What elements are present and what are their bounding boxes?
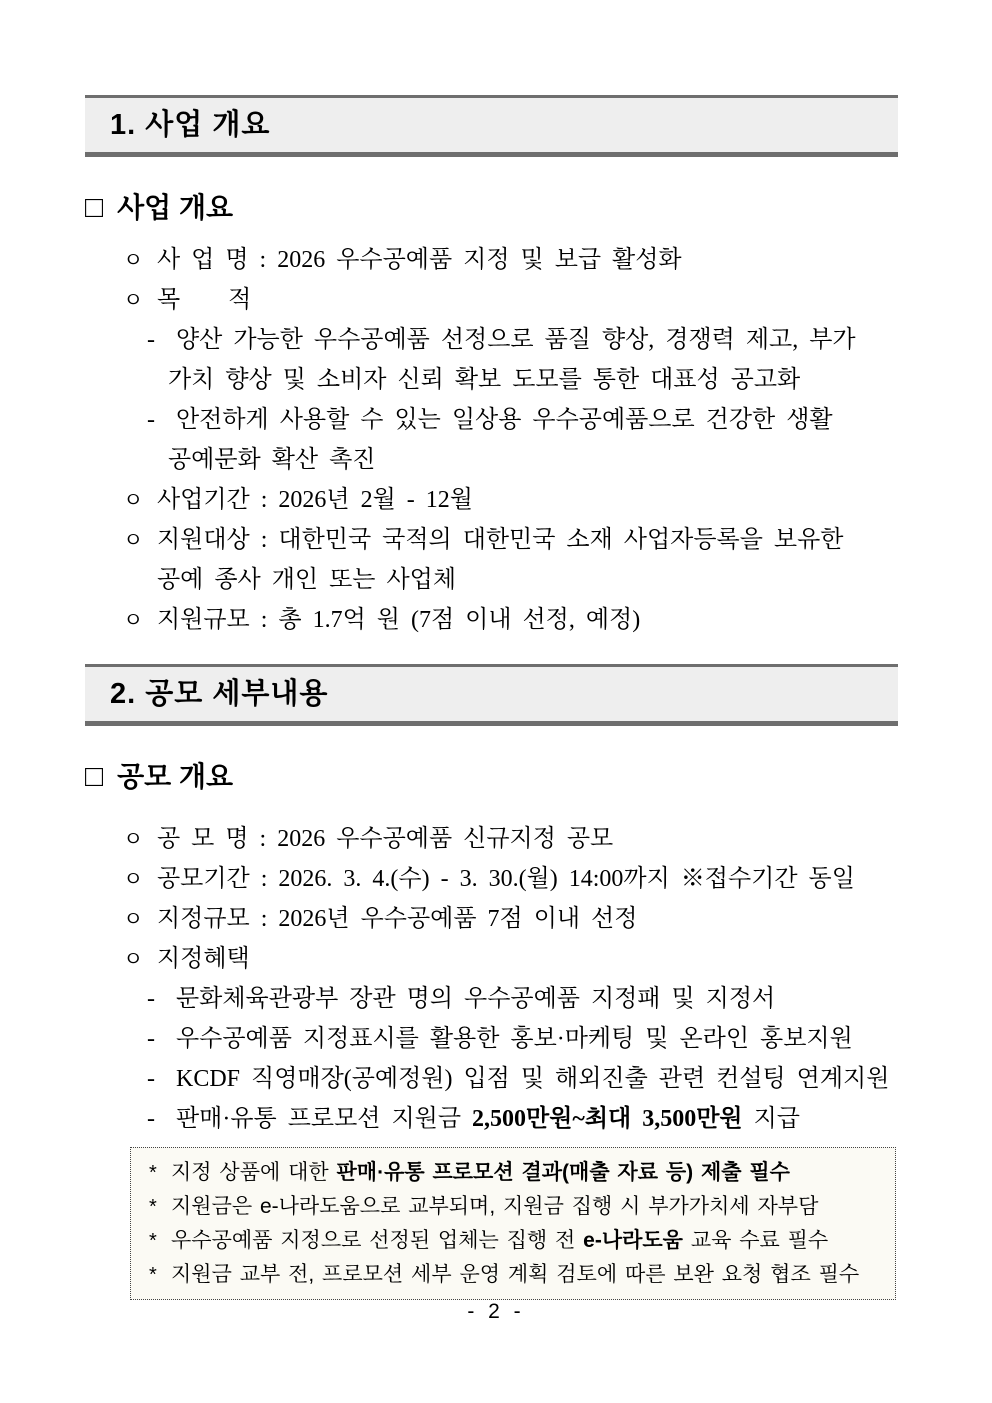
- list-item-text: 안전하게 사용할 수 있는 일상용 우수공예품으로 건강한 생활: [176, 407, 833, 433]
- document-content: [85, 95, 898, 1300]
- list-item: [85, 1059, 898, 1099]
- note-line-text: 지정 상품에 대한 판매·유통 프로모션 결과(매출 자료 등) 제출 필수: [171, 1161, 790, 1184]
- list-item-text: 공예 종사 개인 또는 사업체: [157, 567, 457, 593]
- list-item-continuation: [85, 560, 898, 600]
- dash-bullet-icon: -: [147, 986, 155, 1012]
- list-item: [85, 979, 898, 1019]
- dash-bullet-icon: -: [147, 1066, 155, 1092]
- list-item: [85, 859, 898, 899]
- list-item-text: 공예문화 확산 촉진: [168, 447, 376, 473]
- list-item-text: 지원대상 : 대한민국 국적의 대한민국 소재 사업자등록을 보유한: [157, 527, 844, 553]
- list-item-text: 공 모 명 : 2026 우수공예품 신규지정 공모: [157, 826, 614, 852]
- list-item: [85, 819, 898, 859]
- list-item-continuation: [85, 360, 898, 400]
- list-item-text: 지정혜택: [157, 946, 250, 972]
- circle-bullet-icon: ㅇ: [123, 288, 144, 312]
- circle-bullet-icon: ㅇ: [123, 947, 144, 971]
- section-1-title: 1. 사업 개요: [110, 109, 271, 141]
- list-item: [85, 520, 898, 560]
- section-2-body: [85, 819, 898, 1139]
- asterisk-bullet-icon: *: [149, 1230, 157, 1252]
- list-item-text: 사 업 명 : 2026 우수공예품 지정 및 보급 활성화: [157, 247, 682, 273]
- section-2-subheading-label: 공모 개요: [117, 761, 234, 792]
- asterisk-bullet-icon: *: [149, 1162, 157, 1184]
- list-item-text: 공모기간 : 2026. 3. 4.(수) - 3. 30.(월) 14:00까지 ※접수기간 동일: [157, 866, 855, 892]
- page-number: - 2 -: [467, 1300, 525, 1323]
- asterisk-bullet-icon: *: [149, 1264, 157, 1286]
- note-line: [145, 1224, 881, 1258]
- note-box: [130, 1147, 896, 1300]
- list-item-text: 사업기간 : 2026년 2월 - 12월: [157, 487, 473, 513]
- section-2-title: 2. 공모 세부내용: [110, 678, 329, 710]
- circle-bullet-icon: ㅇ: [123, 907, 144, 931]
- circle-bullet-icon: ㅇ: [123, 608, 144, 632]
- list-item-text: 목 적: [157, 287, 252, 313]
- list-item-promo: [85, 1099, 898, 1139]
- note-line: [145, 1190, 881, 1224]
- note-line: [145, 1258, 881, 1292]
- note-line-text: 지원금 교부 전, 프로모션 세부 운영 계획 검토에 따른 보완 요청 협조 필수: [171, 1263, 860, 1286]
- list-item: [85, 240, 898, 280]
- list-item-text: 문화체육관광부 장관 명의 우수공예품 지정패 및 지정서: [176, 986, 776, 1012]
- dash-bullet-icon: -: [147, 1106, 155, 1132]
- section-2-header: [85, 664, 898, 726]
- dash-bullet-icon: -: [147, 407, 155, 433]
- checkbox-icon: □: [85, 760, 104, 793]
- list-item-continuation: [85, 440, 898, 480]
- section-1-body: [85, 240, 898, 640]
- list-item: [85, 899, 898, 939]
- section-1-subheading: [85, 188, 898, 228]
- list-item-text: 판매·유통 프로모션 지원금 2,500만원~최대 3,500만원 지급: [176, 1106, 800, 1132]
- list-item-text: 양산 가능한 우수공예품 선정으로 품질 향상, 경쟁력 제고, 부가: [176, 327, 856, 353]
- section-1-header: [85, 95, 898, 157]
- dash-bullet-icon: -: [147, 1026, 155, 1052]
- asterisk-bullet-icon: *: [149, 1196, 157, 1218]
- list-item: [85, 939, 898, 979]
- circle-bullet-icon: ㅇ: [123, 248, 144, 272]
- list-item: [85, 600, 898, 640]
- checkbox-icon: □: [85, 191, 104, 224]
- list-item: [85, 320, 898, 360]
- circle-bullet-icon: ㅇ: [123, 867, 144, 891]
- note-line-text: 우수공예품 지정으로 선정된 업체는 집행 전 e-나라도움 교육 수료 필수: [171, 1229, 829, 1252]
- circle-bullet-icon: ㅇ: [123, 827, 144, 851]
- circle-bullet-icon: ㅇ: [123, 488, 144, 512]
- list-item: [85, 280, 898, 320]
- list-item: [85, 400, 898, 440]
- list-item-text: 가치 향상 및 소비자 신뢰 확보 도모를 통한 대표성 공고화: [168, 367, 801, 393]
- section-1-subheading-label: 사업 개요: [117, 192, 234, 223]
- list-item: [85, 1019, 898, 1059]
- note-line: [145, 1156, 881, 1190]
- list-item-text: 우수공예품 지정표시를 활용한 홍보·마케팅 및 온라인 홍보지원: [176, 1026, 853, 1052]
- section-2-subheading: [85, 757, 898, 797]
- circle-bullet-icon: ㅇ: [123, 528, 144, 552]
- list-item: [85, 480, 898, 520]
- promo-amount: 2,500만원~최대 3,500만원: [472, 1106, 743, 1132]
- dash-bullet-icon: -: [147, 327, 155, 353]
- note-line-text: 지원금은 e-나라도움으로 교부되며, 지원금 집행 시 부가가치세 자부담: [171, 1195, 819, 1218]
- list-item-text: 지정규모 : 2026년 우수공예품 7점 이내 선정: [157, 906, 638, 932]
- list-item-text: 지원규모 : 총 1.7억 원 (7점 이내 선정, 예정): [157, 607, 641, 633]
- list-item-text: KCDF 직영매장(공예정원) 입점 및 해외진출 관련 컨설팅 연계지원: [176, 1066, 890, 1092]
